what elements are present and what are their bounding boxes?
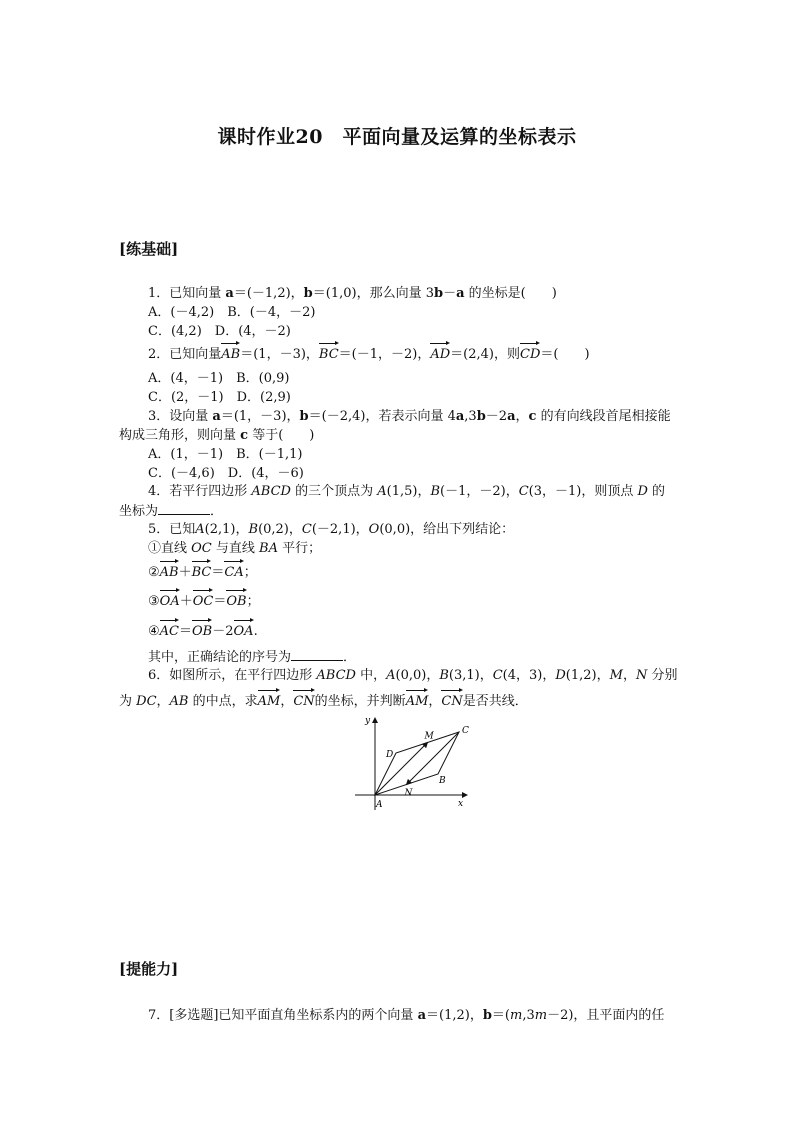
question-2-options-cd: C．(2，－1) D．(2,9): [148, 390, 291, 405]
segment-am: [375, 743, 428, 796]
answer-blank: [158, 503, 210, 515]
page-title: 课时作业20 平面向量及运算的坐标表示: [217, 126, 577, 148]
label-y: y: [365, 716, 371, 726]
label-a: A: [376, 800, 383, 810]
question-5: 5．已知A(2,1)，B(0,2)，C(－2,1)，O(0,0)，给出下列结论：: [148, 522, 515, 537]
question-4-line-2: 坐标为 ．: [119, 504, 224, 519]
question-2: 2．已知向量AB＝(1，－3)，BC＝(－1，－2)，AD＝(2,4)，则CD＝( ): [148, 347, 590, 362]
question-3: 3．设向量 a＝(1，－3)，b＝(－2,4)，若表示向量 4a,3b－2a，c 的有向线段首尾相接能: [148, 409, 671, 424]
section-heading-advanced: [提能力]: [119, 960, 179, 978]
question-5-statement-4: ④AC＝OB－2OA.: [148, 624, 258, 639]
question-1-options-ab: A．(－4,2) B．(－4，－2): [148, 305, 316, 320]
parallelogram-figure: [345, 712, 480, 812]
label-x: x: [458, 799, 464, 809]
answer-blank: [291, 649, 343, 661]
question-1-options-cd: C．(4,2) D．(4，－2): [148, 324, 291, 339]
label-m: M: [424, 731, 434, 742]
label-d: D: [386, 750, 394, 760]
question-7: 7．[多选题]已知平面直角坐标系内的两个向量 a＝(1,2)，b＝(m,3m－2)，且平面内的任: [148, 1008, 665, 1023]
question-6: 6．如图所示，在平行四边形 ABCD 中，A(0,0)，B(3,1)，C(4，3)，D(1,2)，M，N 分别: [148, 668, 678, 683]
question-3-line-2: 构成三角形，则向量 c 等于( ): [119, 428, 315, 443]
question-4: 4．若平行四边形 ABCD 的三个顶点为 A(1,5)，B(－1，－2)，C(3，－1)，则顶点 D 的: [148, 484, 666, 499]
question-5-statement-3: ③OA＋OC＝OB；: [148, 594, 260, 609]
question-3-options-cd: C．(－4,6) D．(4，－6): [148, 466, 304, 481]
section-heading-basic: [练基础]: [119, 240, 179, 258]
question-5-statement-2: ②AB＋BC＝CA；: [148, 565, 257, 580]
label-b: B: [439, 776, 446, 786]
question-5-answer: 其中，正确结论的序号为 ．: [148, 650, 357, 665]
question-5-statement-1: ①直线 OC 与直线 BA 平行；: [148, 541, 322, 556]
label-c: C: [462, 726, 469, 736]
label-n: N: [404, 788, 413, 799]
question-1: 1．已知向量 a＝(－1,2)，b＝(1,0)，那么向量 3b－a 的坐标是( ): [148, 286, 557, 301]
question-6-line-2: 为 DC，AB 的中点，求AM，CN的坐标，并判断AM，CN是否共线．: [119, 694, 528, 709]
question-3-options-ab: A．(1，－1) B．(－1,1): [148, 447, 303, 462]
parallelogram-abcd: [375, 732, 459, 795]
question-2-options-ab: A．(4，－1) B．(0,9): [148, 371, 290, 386]
